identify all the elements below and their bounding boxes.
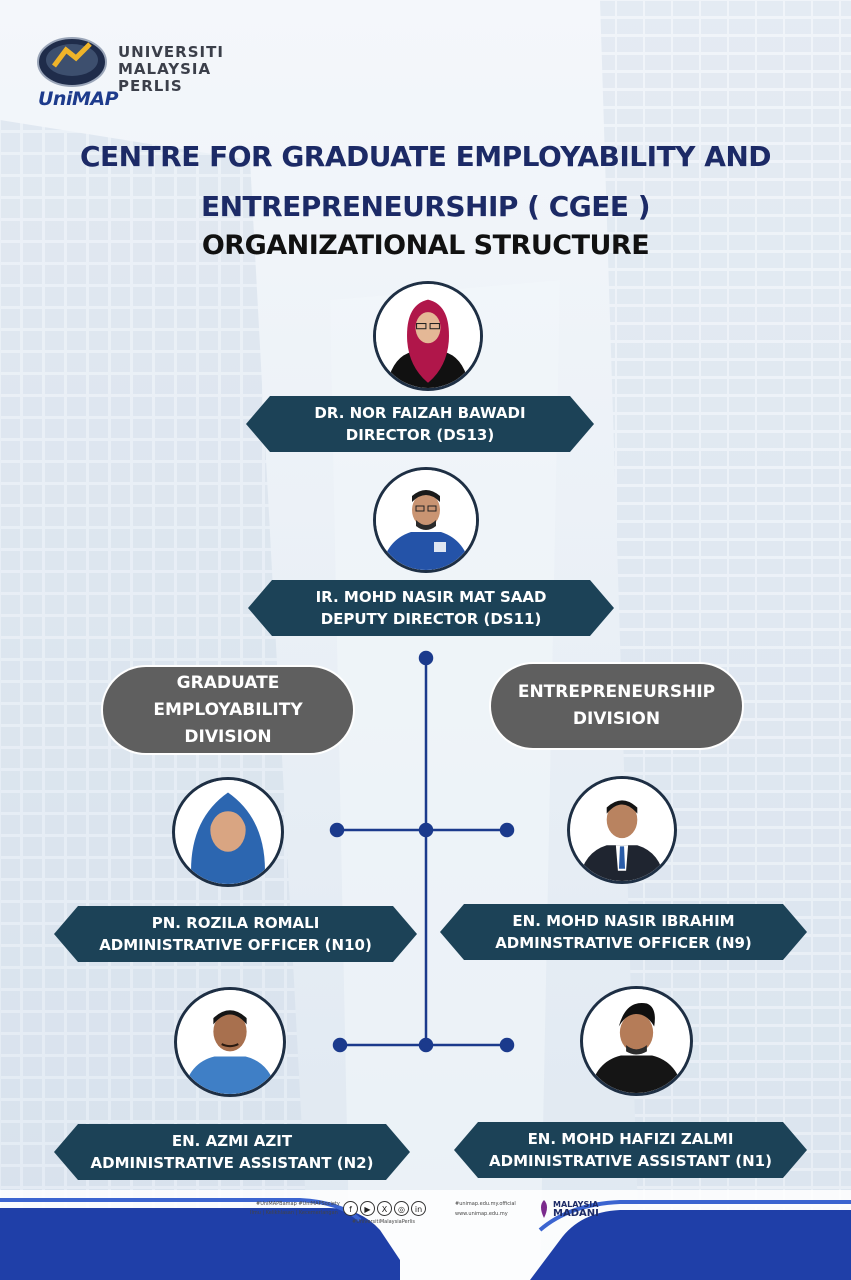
left2-photo — [174, 987, 286, 1097]
right-division-line2: DIVISION — [572, 709, 661, 729]
title-line3: ORGANIZATIONAL STRUCTURE — [201, 230, 650, 261]
footer-hashtags: #UniMAPBamap #UniMAPSociety — [256, 1201, 340, 1207]
graduate-employability-division — [101, 665, 355, 755]
right1-name: EN. MOHD NASIR IBRAHIM — [512, 912, 735, 930]
logo-line3: PERLIS — [118, 77, 183, 95]
right2-banner — [454, 1122, 807, 1178]
malaysia-madani-logo — [540, 1200, 599, 1218]
right1-photo — [567, 776, 677, 884]
title-line2: ENTREPRENEURSHIP ( CGEE ) — [200, 190, 651, 223]
logo-line1: UNIVERSITI — [118, 43, 224, 61]
left1-banner — [54, 906, 417, 962]
entrepreneurship-division — [489, 662, 744, 750]
madani-emblem-icon — [538, 1200, 550, 1218]
x-icon[interactable]: X — [377, 1201, 392, 1216]
director-position: DIRECTOR (DS13) — [345, 426, 495, 444]
director-name: DR. NOR FAIZAH BAWADI — [314, 404, 526, 422]
left-division-line1: GRADUATE — [176, 672, 280, 693]
person-icon — [570, 779, 674, 881]
right2-photo — [580, 986, 693, 1096]
footer-hashtag2: #UniversitiMalaysiaPerlis — [352, 1219, 416, 1225]
right1-banner — [440, 904, 807, 960]
footer-tagline: Ilmu | Kelikhlasan | Kecemerlangan — [250, 1210, 338, 1216]
director-photo — [373, 281, 483, 391]
logo-line2: MALAYSIA — [118, 60, 212, 78]
person-icon — [376, 470, 476, 570]
person-icon — [583, 989, 690, 1093]
youtube-icon[interactable]: ▶ — [360, 1201, 375, 1216]
left2-name: EN. AZMI AZIT — [171, 1132, 293, 1150]
left-division-line3: DIVISION — [184, 726, 272, 747]
person-hijab-icon — [376, 284, 480, 388]
right2-position: ADMINISTRATIVE ASSISTANT (N1) — [489, 1152, 772, 1170]
right2-name: EN. MOHD HAFIZI ZALMI — [527, 1130, 734, 1148]
madani-line2: MADANI — [553, 1208, 599, 1219]
deputy-photo — [373, 467, 479, 573]
logo-mark: UniMAP — [38, 88, 119, 110]
footer-website: www.unimap.edu.my — [455, 1211, 508, 1217]
left1-photo — [172, 777, 284, 887]
title-line1: CENTRE FOR GRADUATE EMPLOYABILITY AND — [79, 140, 772, 173]
madani-line1: MALAYSIA — [553, 1200, 599, 1209]
right-division-line1: ENTREPRENEURSHIP — [517, 682, 716, 702]
left1-position: ADMINISTRATIVE OFFICER (N10) — [99, 936, 372, 954]
deputy-position: DEPUTY DIRECTOR (DS11) — [320, 610, 542, 628]
right1-position: ADMINSTRATIVE OFFICER (N9) — [495, 934, 752, 952]
director-banner — [246, 396, 594, 452]
facebook-icon[interactable]: f — [343, 1201, 358, 1216]
left1-name: PN. ROZILA ROMALI — [151, 914, 320, 932]
linkedin-icon[interactable]: in — [411, 1201, 426, 1216]
left2-position: ADMINISTRATIVE ASSISTANT (N2) — [90, 1154, 374, 1172]
person-icon — [177, 990, 283, 1094]
deputy-banner — [248, 580, 614, 636]
left2-banner — [54, 1124, 410, 1180]
social-icons — [343, 1201, 426, 1216]
instagram-icon[interactable]: ◎ — [394, 1201, 409, 1216]
person-hijab-icon — [175, 780, 281, 884]
deputy-name: IR. MOHD NASIR MAT SAAD — [315, 588, 547, 606]
left-division-line2: EMPLOYABILITY — [153, 699, 303, 720]
footer-hashtag3: #unimap.edu.my.official — [455, 1201, 516, 1207]
